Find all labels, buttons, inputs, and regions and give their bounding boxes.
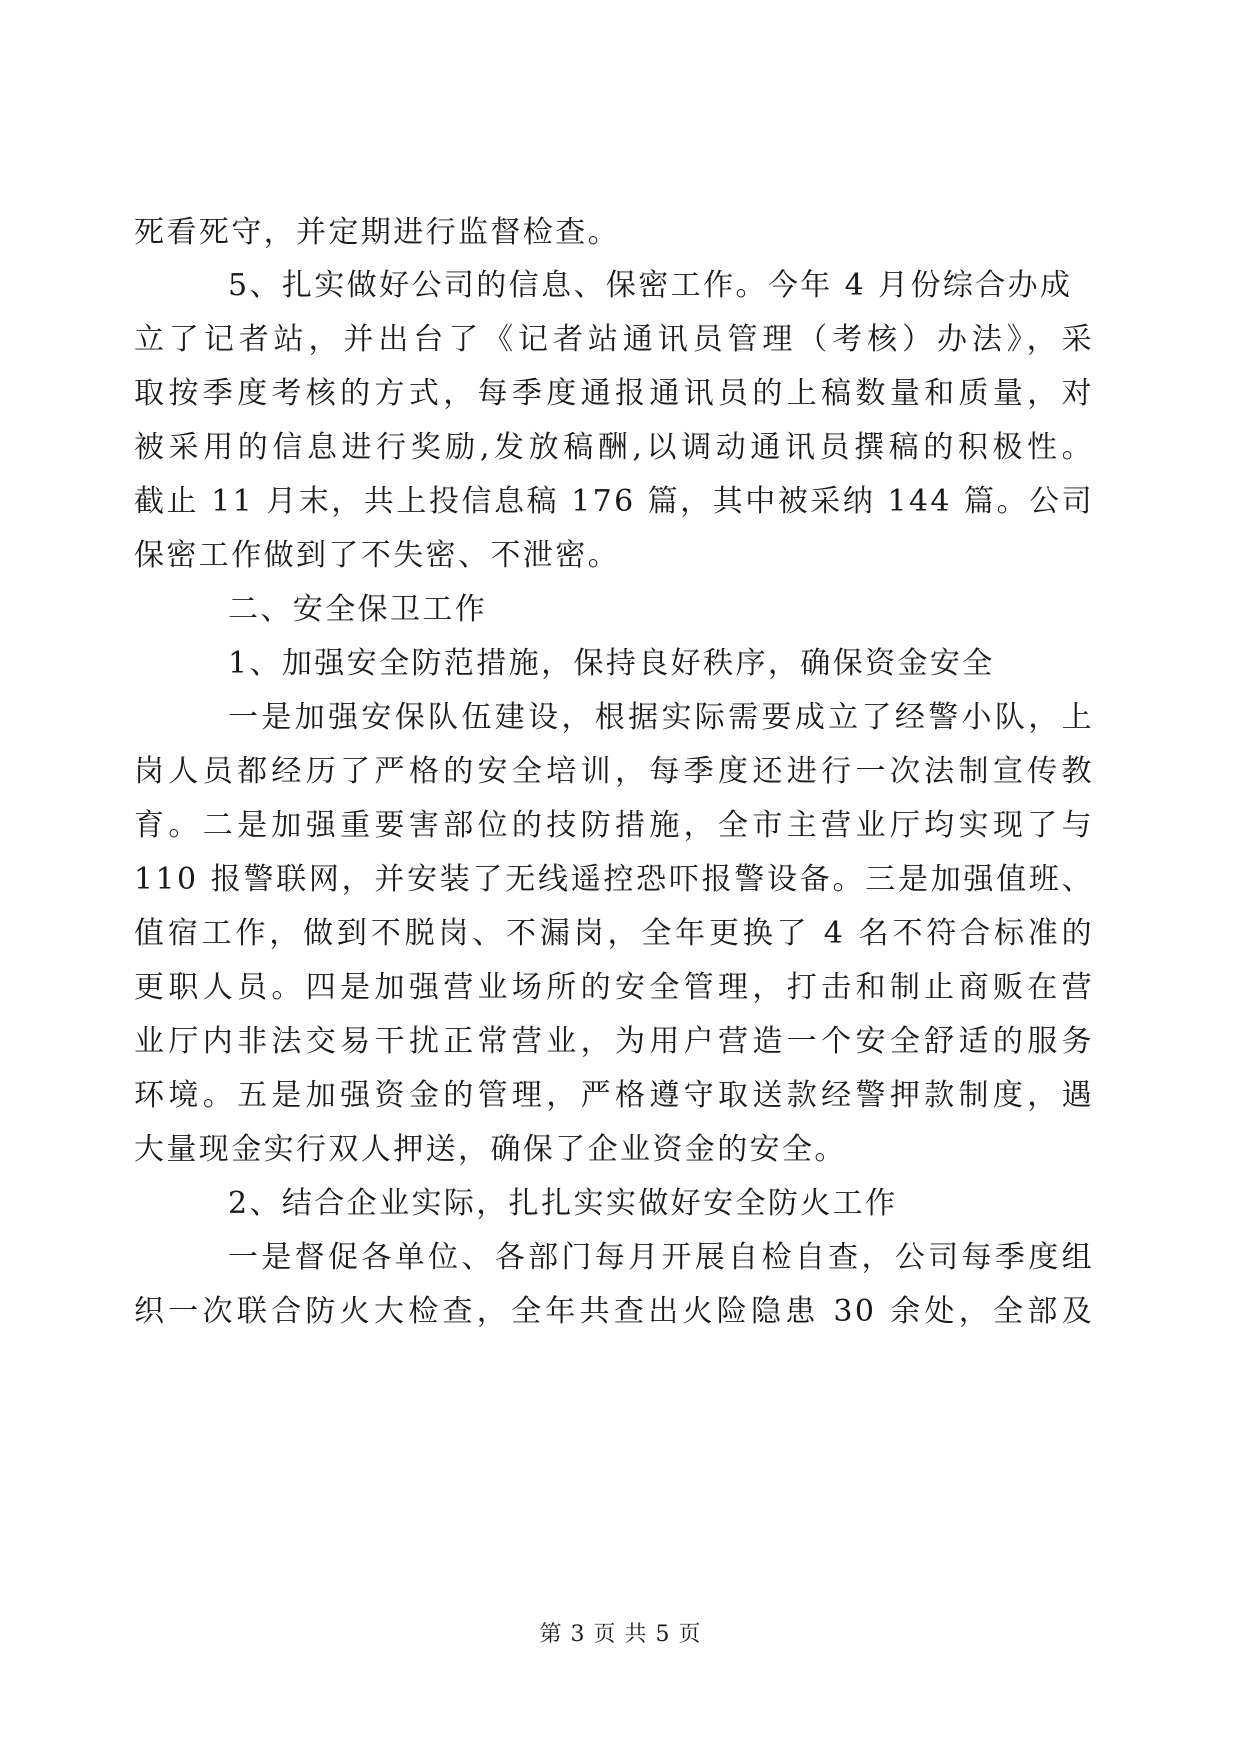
page-number-footer: 第 3 页 共 5 页 <box>539 1622 702 1647</box>
paragraph-line: 被采用的信息进行奖励,发放稿酬,以调动通讯员撰稿的积极性。 <box>134 430 1094 465</box>
paragraph-line: 岗人员都经历了严格的安全培训，每季度还进行一次法制宣传教 <box>134 754 1094 789</box>
subsection-heading: 1、加强安全防范措施，保持良好秩序，确保资金安全 <box>228 646 995 681</box>
subsection-heading: 2、结合企业实际，扎扎实实做好安全防火工作 <box>228 1186 898 1221</box>
paragraph-line: 立了记者站，并出台了《记者站通讯员管理（考核）办法》，采 <box>134 322 1094 357</box>
section-heading: 二、安全保卫工作 <box>228 592 488 627</box>
paragraph-line: 保密工作做到了不失密、不泄密。 <box>134 538 620 573</box>
paragraph-line: 大量现金实行双人押送，确保了企业资金的安全。 <box>134 1132 847 1167</box>
paragraph-line: 值宿工作，做到不脱岗、不漏岗，全年更换了 4 名不符合标准的 <box>134 916 1094 951</box>
paragraph-line: 一是督促各单位、各部门每月开展自检自查，公司每季度组 <box>228 1240 1094 1275</box>
paragraph-line: 环境。五是加强资金的管理，严格遵守取送款经警押款制度，遇 <box>134 1078 1094 1113</box>
paragraph-line: 取按季度考核的方式，每季度通报通讯员的上稿数量和质量，对 <box>134 376 1094 411</box>
paragraph-line: 110 报警联网，并安装了无线遥控恐吓报警设备。三是加强值班、 <box>134 862 1094 897</box>
paragraph-line: 截止 11 月末，共上投信息稿 176 篇，其中被采纳 144 篇。公司 <box>134 484 1094 519</box>
paragraph-line: 业厅内非法交易干扰正常营业，为用户营造一个安全舒适的服务 <box>134 1024 1094 1059</box>
paragraph-line: 死看死守，并定期进行监督检查。 <box>134 215 620 250</box>
paragraph-line: 育。二是加强重要害部位的技防措施，全市主营业厅均实现了与 <box>134 808 1094 843</box>
paragraph-line: 更职人员。四是加强营业场所的安全管理，打击和制止商贩在营 <box>134 970 1094 1005</box>
paragraph-line: 织一次联合防火大检查，全年共查出火险隐患 30 余处，全部及 <box>134 1294 1094 1329</box>
paragraph-line: 5、扎实做好公司的信息、保密工作。今年 4 月份综合办成 <box>228 268 1073 303</box>
paragraph-line: 一是加强安保队伍建设，根据实际需要成立了经警小队，上 <box>228 700 1094 735</box>
